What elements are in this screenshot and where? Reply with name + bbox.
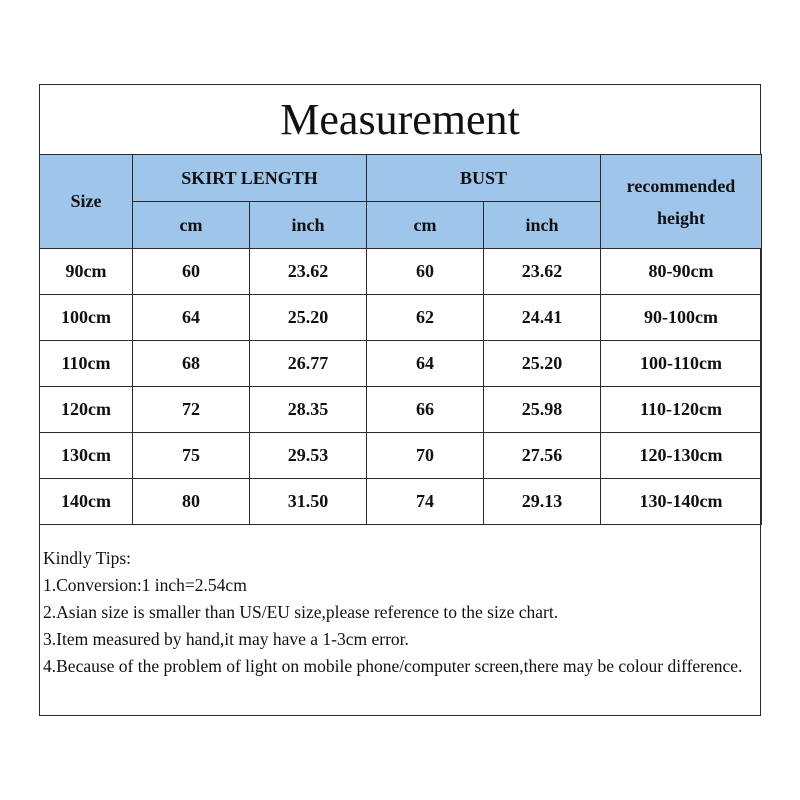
cell-bust-cm: 64 <box>367 341 484 387</box>
header-skirt-inch: inch <box>250 202 367 249</box>
cell-bust-cm: 62 <box>367 295 484 341</box>
cell-bust-cm: 74 <box>367 479 484 525</box>
tip-item: 4.Because of the problem of light on mobile phone/computer screen,there may be colour difference. <box>43 656 743 676</box>
header-bust-cm: cm <box>367 202 484 249</box>
cell-size: 130cm <box>40 433 133 479</box>
tip-item: 2.Asian size is smaller than US/EU size,please reference to the size chart. <box>43 602 559 622</box>
cell-skirt-inch: 28.35 <box>250 387 367 433</box>
cell-recommended-height: 120-130cm <box>601 433 762 479</box>
cell-skirt-cm: 72 <box>133 387 250 433</box>
table-row <box>40 295 762 341</box>
cell-skirt-inch: 23.62 <box>250 249 367 295</box>
cell-size: 90cm <box>40 249 133 295</box>
cell-size: 120cm <box>40 387 133 433</box>
cell-size: 100cm <box>40 295 133 341</box>
cell-bust-inch: 27.56 <box>484 433 601 479</box>
cell-recommended-height: 80-90cm <box>601 249 762 295</box>
cell-bust-inch: 29.13 <box>484 479 601 525</box>
cell-recommended-height: 100-110cm <box>601 341 762 387</box>
cell-bust-inch: 23.62 <box>484 249 601 295</box>
cell-skirt-cm: 60 <box>133 249 250 295</box>
cell-bust-inch: 25.20 <box>484 341 601 387</box>
cell-bust-cm: 66 <box>367 387 484 433</box>
cell-skirt-inch: 29.53 <box>250 433 367 479</box>
cell-skirt-inch: 25.20 <box>250 295 367 341</box>
header-bust: BUST <box>367 155 601 202</box>
cell-recommended-height: 130-140cm <box>601 479 762 525</box>
cell-bust-cm: 60 <box>367 249 484 295</box>
header-bust-inch: inch <box>484 202 601 249</box>
header-recommended-height: recommended height <box>601 155 762 249</box>
cell-recommended-height: 110-120cm <box>601 387 762 433</box>
tip-item: 1.Conversion:1 inch=2.54cm <box>43 575 247 595</box>
cell-skirt-cm: 80 <box>133 479 250 525</box>
table-row <box>40 433 762 479</box>
kindly-tips <box>43 545 757 680</box>
cell-recommended-height: 90-100cm <box>601 295 762 341</box>
table-row <box>40 479 762 525</box>
table-row <box>40 387 762 433</box>
cell-skirt-inch: 31.50 <box>250 479 367 525</box>
table-row <box>40 249 762 295</box>
header-skirt-cm: cm <box>133 202 250 249</box>
cell-skirt-cm: 64 <box>133 295 250 341</box>
tips-heading: Kindly Tips: <box>43 548 132 568</box>
tip-item: 3.Item measured by hand,it may have a 1-3cm error. <box>43 629 409 649</box>
cell-size: 110cm <box>40 341 133 387</box>
measurement-sheet <box>39 84 761 716</box>
cell-size: 140cm <box>40 479 133 525</box>
header-skirt-length: SKIRT LENGTH <box>133 155 367 202</box>
cell-bust-cm: 70 <box>367 433 484 479</box>
page-title: Measurement <box>40 85 760 155</box>
cell-bust-inch: 24.41 <box>484 295 601 341</box>
cell-skirt-cm: 68 <box>133 341 250 387</box>
header-row-groups <box>40 155 762 202</box>
size-table <box>39 154 762 525</box>
header-size: Size <box>40 155 133 249</box>
cell-skirt-cm: 75 <box>133 433 250 479</box>
cell-bust-inch: 25.98 <box>484 387 601 433</box>
table-row <box>40 341 762 387</box>
cell-skirt-inch: 26.77 <box>250 341 367 387</box>
